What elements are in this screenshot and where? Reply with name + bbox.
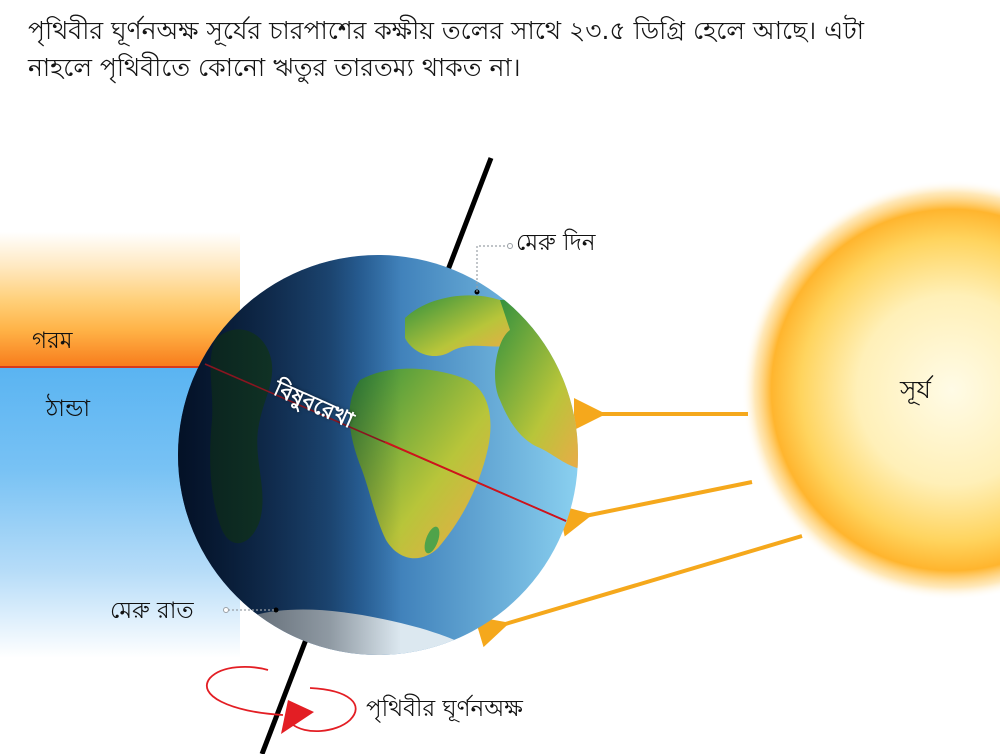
equator-label: বিষুবরেখা [269, 376, 358, 434]
pole-night-label: মেরু রাত [110, 598, 194, 624]
sun [742, 180, 1000, 600]
pole-day-label: মেরু দিন [516, 230, 596, 256]
cold-label: ঠান্ডা [46, 396, 90, 422]
sun-label: সূর্য [900, 375, 931, 404]
pole-night-marker [274, 608, 279, 613]
warm-label: গরম [32, 328, 73, 354]
sun-ray [585, 482, 752, 516]
rotation-axis-label: পৃথিবীর ঘূর্ণনঅক্ষ [366, 696, 523, 722]
caption-text: পৃথিবীর ঘূর্ণনঅক্ষ সূর্যের চারপাশের কক্ষীয় তলের সাথে ২৩.৫ ডিগ্রি হেলে আছে। এটা নাহলে পৃথিবীতে কোনো ঋতুর তারতম্য থাকত না। [28, 16, 864, 82]
earth-globe [170, 250, 590, 670]
